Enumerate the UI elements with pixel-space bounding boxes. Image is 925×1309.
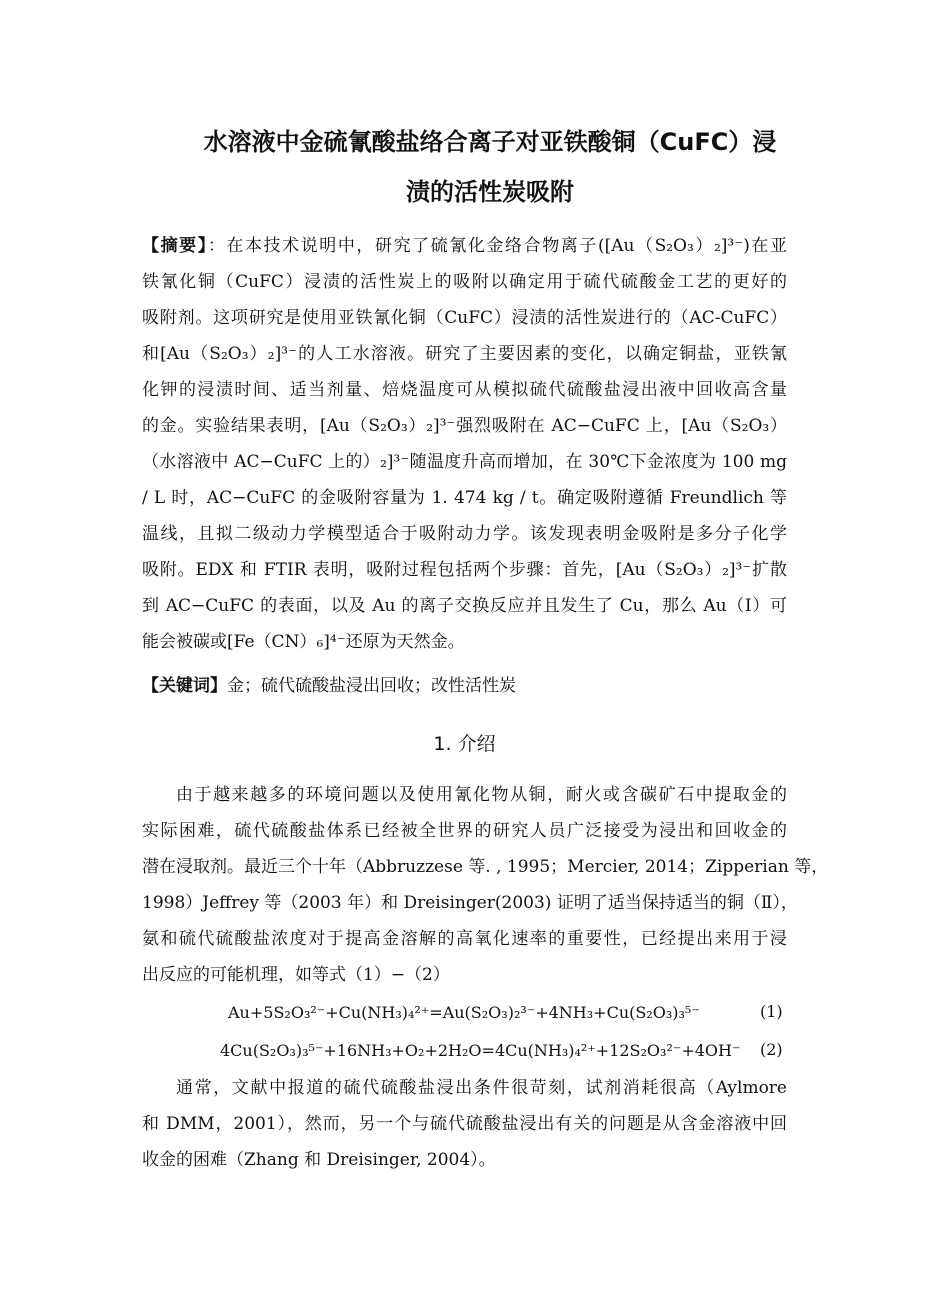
equation-2-number: (2) [760,1040,783,1059]
abstract-line-8: / L 时，AC−CuFC 的金吸附容量为 1. 474 kg / t。确定吸附遵循 Freundlich 等 [142,488,787,508]
abstract-line-1: 【摘要】：在本技术说明中，研究了硫氰化金络合物离子([Au（S₂O₃）₂]³⁻)在亚 [142,236,787,256]
keywords-text: 金；硫代硫酸盐浸出回收；改性活性炭 [227,676,516,696]
paper-title-line-1: 水溶液中金硫氰酸盐络合离子对亚铁酸铜（CuFC）浸 [203,128,777,156]
para1-line-1: 由于越来越多的环境问题以及使用氰化物从铜，耐火或含碳矿石中提取金的 [176,785,787,805]
abstract-line-2: 铁氰化铜（CuFC）浸渍的活性炭上的吸附以确定用于硫代硫酸金工艺的更好的 [142,272,787,292]
abstract-line-3: 吸附剂。这项研究是使用亚铁氰化铜（CuFC）浸渍的活性炭进行的（AC-CuFC） [142,308,787,328]
equation-1-number: (1) [760,1002,783,1021]
para1-line-5: 氨和硫代硫酸盐浓度对于提高金溶解的高氧化速率的重要性，已经提出来用于浸 [142,929,787,949]
abstract-line-9: 温线，且拟二级动力学模型适合于吸附动力学。该发现表明金吸附是多分子化学 [142,524,787,544]
para2-line-1: 通常，文献中报道的硫代硫酸盐浸出条件很苛刻，试剂消耗很高（Aylmore [176,1078,787,1098]
keywords [142,674,787,698]
abstract-line-4: 和[Au（S₂O₃）₂]³⁻的人工水溶液。研究了主要因素的变化，以确定铜盐，亚铁氰 [142,344,787,364]
equation-2: 4Cu(S₂O₃)₃⁵⁻+16NH₃+O₂+2H₂O=4Cu(NH₃)₄²⁺+12S₂O₃²⁻+4OH⁻ [220,1041,741,1060]
abstract-line-12: 能会被碳或[Fe（CN）₆]⁴⁻还原为天然金。 [142,632,465,652]
para2-line-3: 收金的困难（Zhang 和 Dreisinger, 2004）。 [142,1150,496,1170]
para1-line-4: 1998）Jeffrey 等（2003 年）和 Dreisinger(2003) 证明了适当保持适当的铜（Ⅱ）， [142,893,798,913]
para2-line-2: 和 DMM，2001），然而，另一个与硫代硫酸盐浸出有关的问题是从含金溶液中回 [142,1114,787,1134]
section-heading: 1. 介绍 [433,733,496,755]
abstract-line-11: 到 AC−CuFC 的表面，以及 Au 的离子交换反应并且发生了 Cu，那么 Au（I）可 [142,596,787,616]
para1-line-6: 出反应的可能机理，如等式（1）−（2） [142,965,450,985]
abstract-label: 【摘要】 [142,236,208,256]
abstract-line-5: 化钾的浸渍时间、适当剂量、焙烧温度可从模拟硫代硫酸盐浸出液中回收高含量 [142,380,787,400]
abstract-line-6: 的金。实验结果表明，[Au（S₂O₃）₂]³⁻强烈吸附在 AC−CuFC 上，[Au（S₂O₃） [142,416,787,436]
para1-line-3: 潜在浸取剂。最近三个十年（Abbruzzese 等. , 1995；Mercier, 2014；Zipperian 等， [142,857,829,877]
keywords-label: 【关键词】 [142,676,227,696]
para1-line-2: 实际困难，硫代硫酸盐体系已经被全世界的研究人员广泛接受为浸出和回收金的 [142,821,787,841]
equation-1: Au+5S₂O₃²⁻+Cu(NH₃)₄²⁺=Au(S₂O₃)₂³⁻+4NH₃+Cu(S₂O₃)₃⁵⁻ [228,1003,700,1022]
abstract-line-7: （水溶液中 AC−CuFC 上的）₂]³⁻随温度升高而增加，在 30℃下金浓度为 100 mg [142,452,787,472]
abstract-line-10: 吸附。EDX 和 FTIR 表明，吸附过程包括两个步骤：首先，[Au（S₂O₃）₂]³⁻扩散 [142,560,787,580]
paper-title-line-2: 渍的活性炭吸附 [406,178,574,206]
